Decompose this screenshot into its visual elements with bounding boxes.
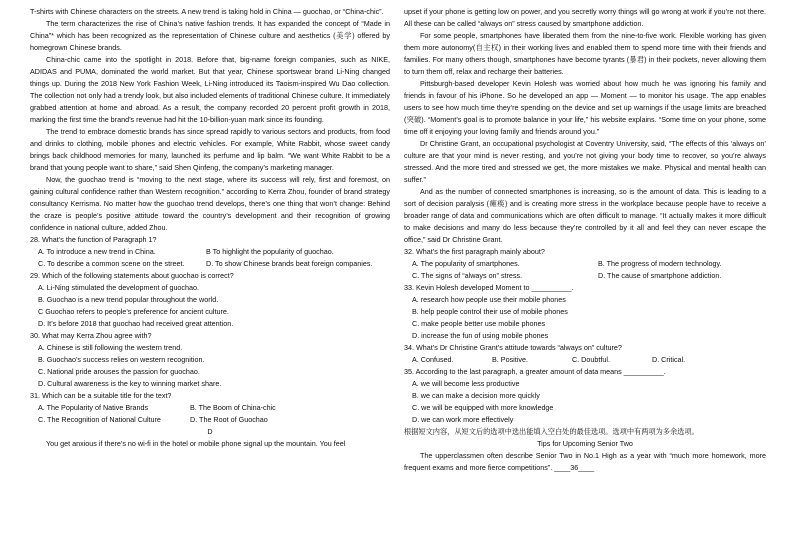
right-column <box>404 6 766 474</box>
q32-option-a: A. The popularity of smartphones. <box>412 259 520 268</box>
q33-option-d: D. increase the fun of using mobile phones <box>412 331 549 340</box>
q28-option-a: A. To introduce a new trend in China. <box>38 247 156 256</box>
q31-option-d: D. The Root of Guochao <box>190 415 268 424</box>
question-31-options-row-2 <box>30 414 390 426</box>
q31-option-c: C. The Recognition of National Culture <box>38 415 161 424</box>
question-31: 31. Which can be a suitable title for the text? <box>30 391 172 400</box>
q29-option-a: A. Li-Ning stimulated the development of guochao. <box>38 283 200 292</box>
q31-option-b: B. The Boom of China-chic <box>190 403 276 412</box>
question-30: 30. What may Kerra Zhou agree with? <box>30 331 152 340</box>
question-31-options-row-1 <box>30 402 390 414</box>
tips-paragraph-1: The upperclassmen often describe Senior Two in No.1 High as a year with “much more homework, more frequent exams and more fierce competitions”. ____36____ <box>404 451 766 472</box>
question-35: 35. According to the last paragraph, a greater amount of data means __________. <box>404 367 666 376</box>
q29-option-d: D. It’s before 2018 that guochao had received great attention. <box>38 319 234 328</box>
passage-d-paragraph-1: You get anxious if there’s no wi-fi in the hotel or mobile phone signal up the mountain. You feel <box>46 439 346 448</box>
passage-c-paragraph-3: China-chic came into the spotlight in 2018. Before that, big-name foreign companies, such as NIKE, ADIDAS and PUMA, dominated the world market. But that year, Chinese sportswear brand Li-Ning changed things up. During the 2018 New York Fashion Week, Li-Ning introduced its Taoism-inspired Wu Dao collection. The collection not only had a trendy look, but also included elements of traditional Chinese culture. It immediately grabbed attention at home and abroad. As a result, the company recorded 20 percent profit growth in 2018, marking the first time the brand’s revenue had hit the 10-billion-yuan mark since its founding. <box>30 55 390 124</box>
section-d-heading: D <box>207 427 213 436</box>
q28-option-d: D. To show Chinese brands beat foreign companies. <box>206 259 373 268</box>
question-29: 29. Which of the following statements about guochao is correct? <box>30 271 234 280</box>
q34-option-a: A. Confused. <box>412 355 454 364</box>
q29-option-c: C Guochao refers to people’s preference for ancient culture. <box>38 307 229 316</box>
passage-c-paragraph-5: Now, the guochao trend is “moving to the next stage, where its success will rely, first and foremost, on gaining cultural confidence rather than Western recognition.” according to Kerra Zhou, founder of brand strategy consultancy Kerrisma. No matter how the guochao trend develops, there’s one thing that won’t change: Behind the craze is people’s positive attitude toward the country’s development and their recognition of growing confidence in national culture, added Zhou. <box>30 175 390 232</box>
left-column <box>30 6 390 450</box>
passage-d-paragraph-1-cont: upset if your phone is getting low on power, and you secretly worry things will go wrong at work if you’re not there. All these can be called “always on” stress caused by smartphone addiction. <box>404 7 766 28</box>
q30-option-c: C. National pride arouses the passion for guochao. <box>38 367 200 376</box>
q30-option-a: A. Chinese is still following the western trend. <box>38 343 183 352</box>
passage-d-paragraph-3: Pittsburgh-based developer Kevin Holesh was worried about how much he was ignoring his family and friends in favour of his iPhone. So he developed an app — Moment — to monitor his usage. The app enables users to see how much time they’re spending on the device and set up warnings if the usage limits are breached (突破). “Moment’s goal is to promote balance in your life,” his website explains. “Some time on your phone, some time off it enjoying your loving family and friends around you.” <box>404 79 766 136</box>
q35-option-c: C. we will be equipped with more knowledge <box>412 403 554 412</box>
q35-option-a: A. we will become less productive <box>412 379 520 388</box>
passage-d-paragraph-2: For some people, smartphones have liberated them from the nine-to-five work. Flexible working has given them more autonomy(自主权) in their working lives and enabled them to spend more time with their friends and families. For many others though, smartphones have become tyrants (暴君) in their pockets, never allowing them to turn them off, relax and recharge their batteries. <box>404 31 766 76</box>
question-28: 28. What’s the function of Paragraph 1? <box>30 235 157 244</box>
q34-option-d: D. Critical. <box>652 355 686 364</box>
tips-title: Tips for Upcoming Senior Two <box>537 439 633 448</box>
q30-option-b: B. Guochao’s success relies on western recognition. <box>38 355 205 364</box>
passage-c-paragraph-1: T-shirts with Chinese characters on the streets. A new trend is taking hold in China — guochao, or “China-chic”. <box>30 7 384 16</box>
q31-option-a: A. The Popularity of Native Brands <box>38 403 149 412</box>
question-32-options-row-2 <box>404 270 766 282</box>
q33-option-b: B. help people control their use of mobile phones <box>412 307 568 316</box>
q33-option-a: A. research how people use their mobile phones <box>412 295 566 304</box>
q35-option-b: B. we can make a decision more quickly <box>412 391 540 400</box>
q32-option-b: B. The progress of modern technology. <box>598 259 722 268</box>
question-33: 33. Kevin Holesh developed Moment to __________. <box>404 283 574 292</box>
question-34: 34. What’s Dr Christine Grant’s attitude towards “always on” culture? <box>404 343 622 352</box>
q35-option-d: D. we can work more effectively <box>412 415 514 424</box>
passage-d-paragraph-5: And as the number of connected smartphones is increasing, so is the amount of data. This is leading to a sort of decision paralysis (瘫痪) and is creating more stress in the workplace because people have to receive a broader range of data and communications which are often difficult to manage. “It actually makes it more difficult to make decisions and many do less because they’re controlled by it all and feel they can never escape the office,” said Dr Christine Grant. <box>404 187 766 244</box>
question-28-options-row-1 <box>30 246 390 258</box>
passage-d-paragraph-4: Dr Christine Grant, an occupational psychologist at Coventry University, said, “The effects of this ‘always on’ culture are that your mind is never resting, and you’re not giving your body time to recover, so you’re always stressed. And the more tired and stressed we get, the more mistakes we make. Physical and mental health can suffer.” <box>404 139 766 184</box>
q28-option-b: B To highlight the popularity of guochao. <box>206 247 334 256</box>
section-instruction: 根据短文内容，从短文后的选项中选出能填入空白处的最佳选项。选项中有两项为多余选项。 <box>404 427 699 436</box>
q30-option-d: D. Cultural awareness is the key to winning market share. <box>38 379 222 388</box>
q34-option-b: B. Positive. <box>492 355 528 364</box>
q29-option-b: B. Guochao is a new trend popular throughout the world. <box>38 295 219 304</box>
q33-option-c: C. make people better use mobile phones <box>412 319 546 328</box>
question-28-options-row-2 <box>30 258 390 270</box>
passage-c-paragraph-4: The trend to embrace domestic brands has since spread rapidly to various sectors and products, from food and drinks to clothing, mobile phones and electric vehicles. For example, White Rabbit, whose sweet candy brings back childhood memories for many, launched its perfume and lip balm. “We want White Rabbit to be a brand that young people want to share,” said Shen Qinfeng, the company’s marketing manager. <box>30 127 390 172</box>
passage-c-paragraph-2: The term characterizes the rise of China’s native fashion trends. It has expanded the concept of “Made in China”* which has been recognized as the representation of Chinese culture and aesthetics (美学) offered by homegrown Chinese brands. <box>30 19 390 52</box>
q28-option-c: C. To describe a common scene on the street. <box>38 259 185 268</box>
question-32-options-row-1 <box>404 258 766 270</box>
q32-option-c: C. The signs of “always on” stress. <box>412 271 523 280</box>
question-32: 32. What’s the first paragraph mainly about? <box>404 247 545 256</box>
q34-option-c: C. Doubtful. <box>572 355 610 364</box>
q32-option-d: D. The cause of smartphone addiction. <box>598 271 722 280</box>
question-34-options <box>404 354 766 366</box>
